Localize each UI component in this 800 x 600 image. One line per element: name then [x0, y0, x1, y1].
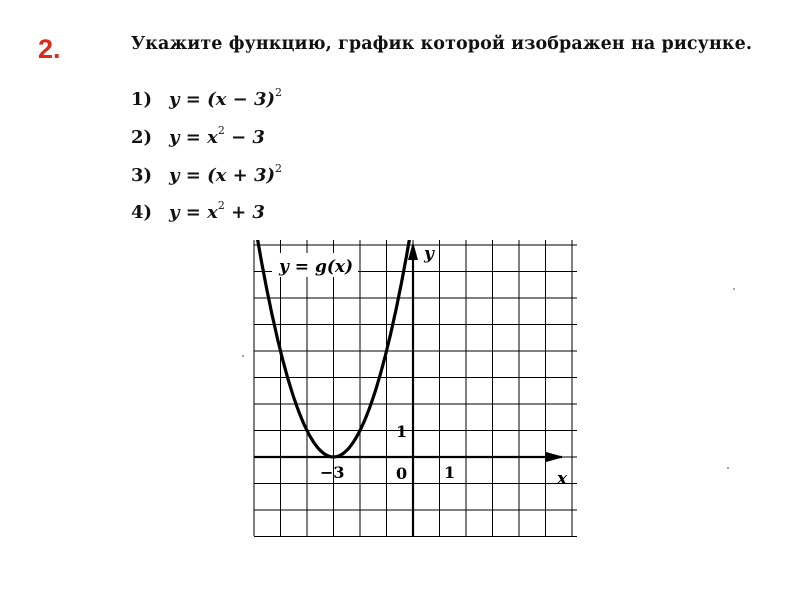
option-1-formula: y = (x − 3) — [169, 89, 275, 110]
scan-speck — [733, 288, 735, 290]
option-2-formula: y = x — [169, 127, 218, 148]
option-2-tail: − 3 — [224, 127, 265, 148]
x-axis-label: x — [557, 469, 568, 489]
option-4-number: 4) — [131, 202, 153, 223]
grid — [254, 240, 577, 537]
origin-label: 0 — [396, 464, 408, 483]
option-3-formula: y = (x + 3) — [169, 165, 275, 186]
y-axis-label: y — [424, 244, 434, 264]
option-3-number: 3) — [131, 165, 153, 186]
option-4-formula: y = x — [169, 202, 218, 223]
scan-speck — [242, 355, 244, 357]
option-1-exponent: 2 — [274, 86, 282, 99]
x-axis-arrow — [546, 452, 564, 462]
task-number: 2. — [38, 34, 61, 64]
vertex-x-label: −3 — [320, 463, 345, 482]
option-4-exponent: 2 — [217, 199, 225, 212]
option-3-exponent: 2 — [274, 162, 282, 175]
option-2-number: 2) — [131, 127, 153, 148]
option-1-number: 1) — [131, 89, 153, 110]
axes — [254, 242, 564, 536]
y-tick-label: 1 — [396, 422, 408, 441]
x-tick-label: 1 — [444, 463, 456, 482]
curve-label: y = g(x) — [279, 257, 354, 277]
question-text: Укажите функцию, график которой изображен на рисунке. — [131, 34, 753, 54]
option-4-tail: + 3 — [224, 202, 265, 223]
scan-speck — [727, 467, 729, 469]
option-2-exponent: 2 — [217, 124, 225, 137]
